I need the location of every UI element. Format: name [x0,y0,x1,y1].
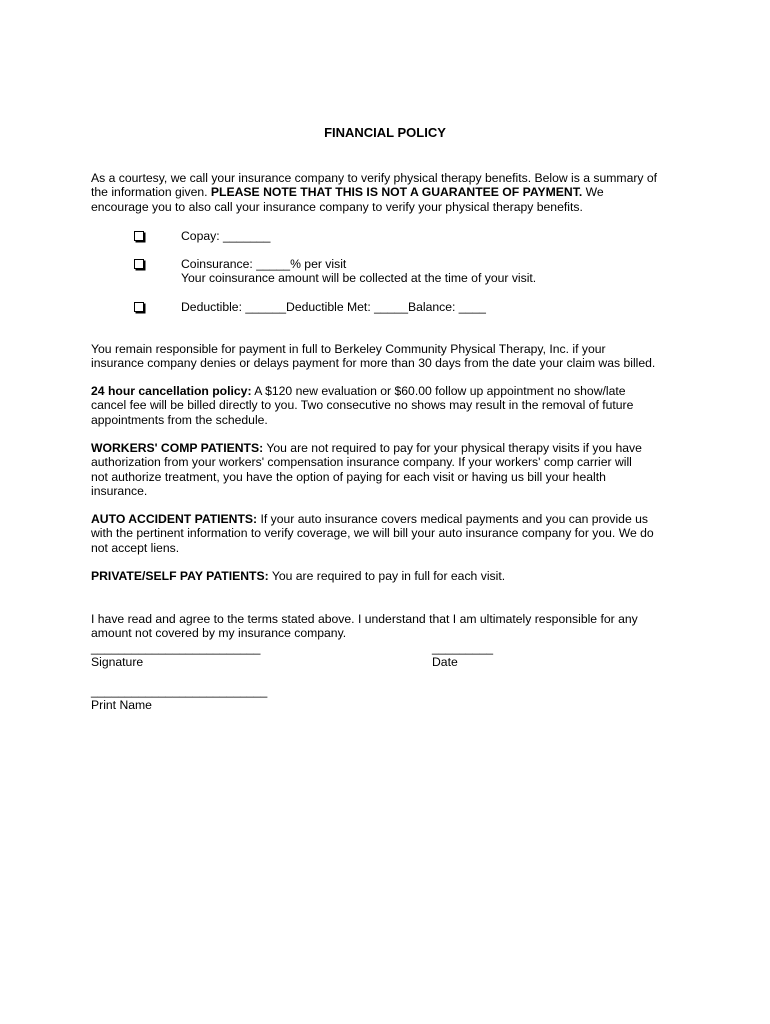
self-pay-heading: PRIVATE/SELF PAY PATIENTS: [91,569,269,583]
signature-label: Signature [91,655,144,669]
checkbox-icon[interactable] [134,302,144,312]
coinsurance-text: Coinsurance: _____% per visit [181,257,347,271]
print-name-line[interactable]: __________________________ [91,684,268,698]
cancellation-paragraph [91,384,691,427]
date-label: Date [432,655,458,669]
cancellation-text: A $120 new evaluation or $60.00 follow up appointment no show/late cancel fee will be billed directly to you. Two consecutive no shows may result in the removal of future appointments from the schedule. [91,384,634,427]
coinsurance-note: Your coinsurance amount will be collected at the time of your visit. [181,271,537,286]
guarantee-notice: PLEASE NOTE THAT THIS IS NOT A GUARANTEE OF PAYMENT. [210,185,583,200]
workers-comp-text: You are not required to pay for your physical therapy visits if you have authorization from your workers' compensation insurance company. If your workers' comp carrier will not authorize treatment, you have the option of paying for each visit or having us bill your health insurance. [91,441,642,499]
deductible-text: Deductible: ______Deductible Met: _____Balance: ____ [181,300,486,314]
self-pay-text: You are required to pay in full for each visit. [268,569,506,583]
auto-accident-heading: AUTO ACCIDENT PATIENTS: [91,512,258,526]
auto-accident-paragraph [91,512,691,555]
print-name-label: Print Name [91,698,152,712]
intro-paragraph [91,171,691,214]
responsibility-paragraph: You remain responsible for payment in full to Berkeley Community Physical Therapy, Inc. if your insurance company denies or delays payment for more than 30 days from the date your claim was billed. [91,342,656,371]
cancellation-heading: 24 hour cancellation policy: [91,384,252,398]
checkbox-icon[interactable] [134,259,144,269]
agreement-paragraph: I have read and agree to the terms stated above. I understand that I am ultimately responsible for any amount not covered by my insurance company. [91,612,638,641]
intro-text-2: We encourage you to also call your insurance company to verify your physical therapy benefits. [91,185,604,214]
document-title: FINANCIAL POLICY [324,125,446,140]
workers-comp-heading: WORKERS' COMP PATIENTS: [91,441,264,455]
checkbox-icon[interactable] [134,231,144,241]
intro-text-1: As a courtesy, we call your insurance company to verify physical therapy benefits. Below is a summary of the information given. [91,171,658,200]
date-line[interactable]: _________ [432,641,494,655]
self-pay-paragraph [91,569,691,583]
auto-accident-text: If your auto insurance covers medical payments and you can provide us with the pertinent information to verify coverage, we will bill your auto insurance company for you. We do not accept liens. [91,512,654,555]
workers-comp-paragraph [91,441,691,499]
copay-text: Copay: _______ [181,229,271,243]
signature-line[interactable]: _________________________ [91,641,261,655]
